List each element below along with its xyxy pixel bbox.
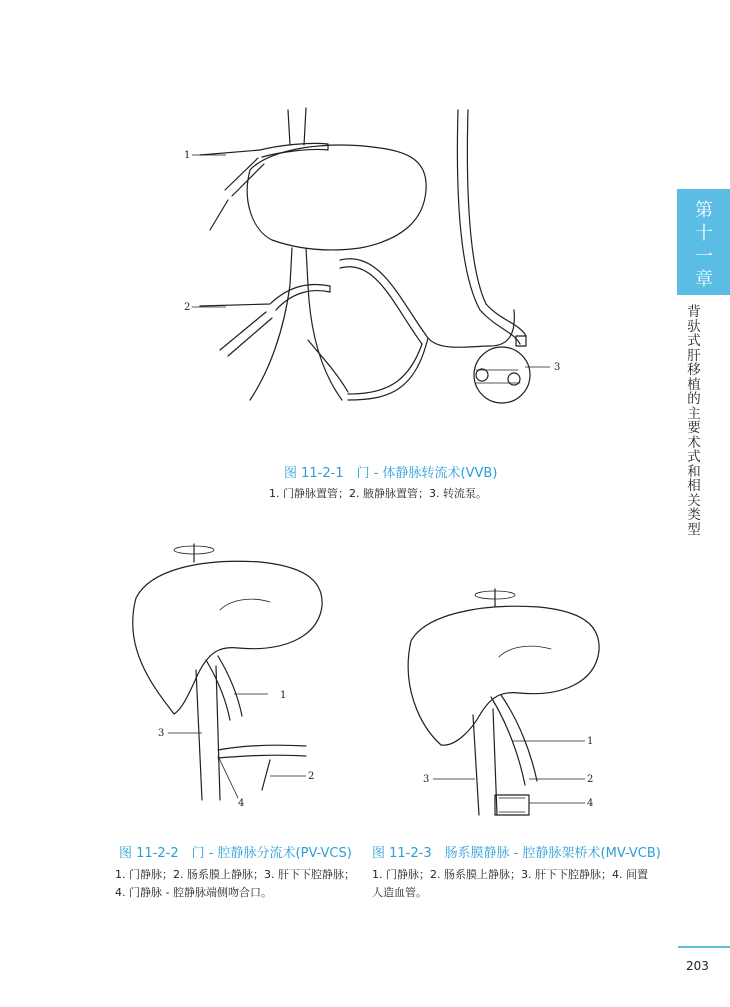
figure-1-label-3: 3: [554, 362, 561, 373]
chapter-section-title: 背驮式肝移植的主要术式和相关类型: [687, 304, 701, 538]
figure-3-legend-line-1: 1. 门静脉；2. 肠系膜上静脉；3. 肝下下腔静脉；4. 间置: [372, 868, 648, 881]
figure-3-label-1: 1: [587, 736, 594, 747]
figure-2-label-3: 3: [158, 728, 165, 739]
figure-2-caption: 图 11-2-2 门 - 腔静脉分流术(PV-VCS): [119, 846, 352, 861]
figure-3-label-4: 4: [587, 798, 594, 809]
figure-2-legend-line-1: 1. 门静脉；2. 肠系膜上静脉；3. 肝下下腔静脉；: [115, 868, 355, 881]
figure-2-legend-line-2: 4. 门静脉 - 腔静脉端侧吻合口。: [115, 886, 272, 899]
footer-rule: [678, 946, 730, 948]
figure-1-illustration: [180, 100, 580, 430]
figure-2-label-4: 4: [238, 798, 245, 809]
chapter-tab: [677, 189, 730, 295]
chapter-label: 第十一章: [695, 200, 713, 290]
figure-3-label-3: 3: [423, 774, 430, 785]
figure-2-illustration: [110, 540, 350, 810]
figure-3-label-2: 2: [587, 774, 594, 785]
figure-1-legend: 1. 门静脉置管；2. 腋静脉置管；3. 转流泵。: [269, 487, 487, 500]
figure-3-illustration: [395, 585, 625, 830]
figure-1-label-2: 2: [184, 302, 191, 313]
figure-2-label-1: 1: [280, 690, 287, 701]
figure-3-caption: 图 11-2-3 肠系膜静脉 - 腔静脉架桥术(MV-VCB): [372, 846, 661, 861]
figure-1-caption: 图 11-2-1 门 - 体静脉转流术(VVB): [284, 466, 498, 481]
figure-3-legend-line-2: 人造血管。: [372, 886, 427, 899]
page-number: 203: [686, 959, 709, 973]
figure-2-label-2: 2: [308, 771, 315, 782]
figure-1-label-1: 1: [184, 150, 191, 161]
